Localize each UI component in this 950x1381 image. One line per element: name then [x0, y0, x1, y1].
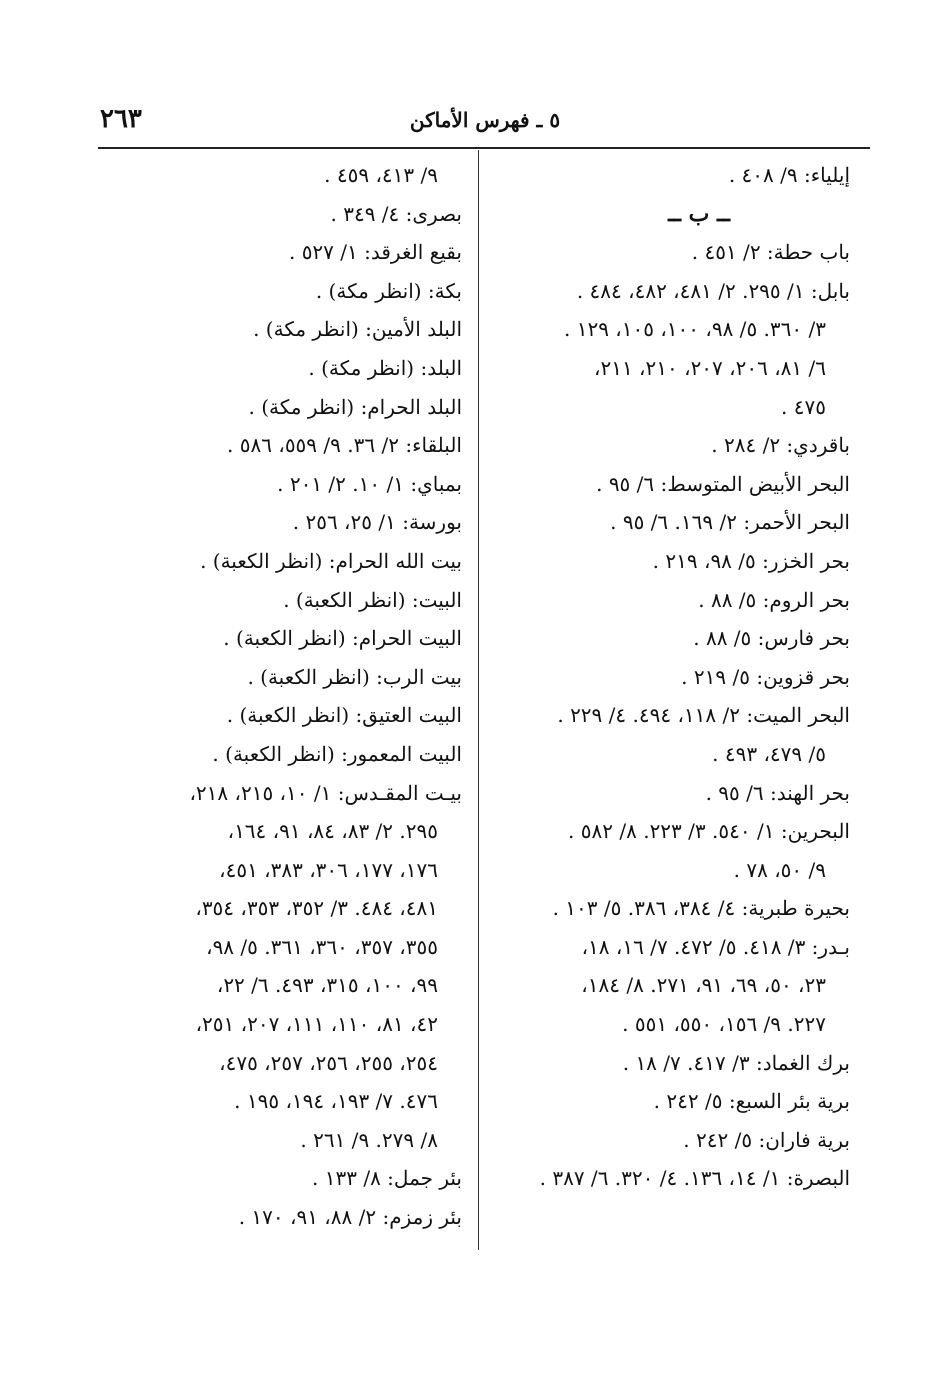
index-entry: بمباي: ١/ ١٠. ٢/ ٢٠١ . — [277, 471, 462, 496]
index-entry: البحر الأحمر: ٢/ ١٦٩. ٦/ ٩٥ . — [610, 510, 850, 535]
index-entry-continuation: ٢٩٥. ٢/ ٨٣، ٨٤، ٩١، ١٦٤، — [227, 819, 438, 844]
index-entry: بقيع الغرقد: ١/ ٥٢٧ . — [288, 240, 462, 265]
index-entry: البيت العتيق: (انظر الكعبة) . — [226, 703, 462, 728]
index-entry: بئر جمل: ٨/ ١٣٣ . — [312, 1166, 462, 1191]
left-column — [100, 156, 462, 1237]
index-entry: البيت المعمور: (انظر الكعبة) . — [212, 741, 462, 766]
index-entry: البصرة: ١/ ١٤، ١٣٦. ٤/ ٣٢٠. ٦/ ٣٨٧ . — [539, 1166, 850, 1191]
index-entry: بيـت المقـدس: ١/ ١٠، ٢١٥، ٢١٨، — [189, 780, 462, 805]
index-entry: برية فاران: ٥/ ٢٤٢ . — [683, 1127, 850, 1152]
index-entry-continuation: ٩/ ٤١٣، ٤٥٩ . — [324, 163, 438, 187]
index-entry: بئر زمزم: ٢/ ٨٨، ٩١، ١٧٠ . — [238, 1205, 462, 1230]
running-title: ٥ ـ فهرس الأماكن — [409, 108, 561, 132]
index-entry: برية بئر السبع: ٥/ ٢٤٢ . — [653, 1089, 850, 1114]
index-entry: البحر الميت: ٢/ ١١٨، ٤٩٤. ٤/ ٢٢٩ . — [557, 703, 850, 728]
right-column — [488, 156, 850, 1198]
section-heading: ــ ب ــ — [668, 200, 730, 227]
index-entry-continuation: ٤٢، ٨١، ١١٠، ١١١، ٢٠٧، ٢٥١، — [195, 1012, 438, 1037]
index-entry: بيت الله الحرام: (انظر الكعبة) . — [200, 548, 462, 573]
page-header — [100, 104, 870, 144]
index-entry: بصرى: ٤/ ٣٤٩ . — [330, 201, 462, 226]
index-entry-continuation: ٤٧٥ . — [781, 394, 826, 419]
index-entry: البيت الحرام: (انظر الكعبة) . — [223, 626, 462, 651]
index-entry-continuation: ٩/ ٥٠، ٧٨ . — [733, 857, 826, 882]
page-number: ٢٦٣ — [100, 104, 142, 134]
index-entry: بكة: (انظر مكة) . — [315, 278, 462, 303]
index-entry-continuation: ١٧٦، ١٧٧، ٣٠٦، ٣٨٣، ٤٥١، — [219, 857, 438, 882]
index-entry: البلد الحرام: (انظر مكة) . — [248, 394, 462, 419]
index-entry: البلد: (انظر مكة) . — [308, 355, 462, 380]
column-divider — [478, 150, 479, 1250]
index-entry-continuation: ٤٨١، ٤٨٤. ٣/ ٣٥٢، ٣٥٣، ٣٥٤، — [195, 896, 438, 921]
index-entry: البحرين: ١/ ٥٤٠. ٣/ ٢٢٣. ٨/ ٥٨٢ . — [568, 819, 850, 844]
index-entry: باب حطة: ٢/ ٤٥١ . — [691, 240, 850, 265]
index-entry: بحر الهند: ٦/ ٩٥ . — [705, 780, 850, 805]
index-entry: البحر الأبيض المتوسط: ٦/ ٩٥ . — [596, 471, 850, 496]
index-entry-continuation: ٣/ ٣٦٠. ٥/ ٩٨، ١٠٠، ١٠٥، ١٢٩ . — [563, 317, 826, 342]
index-entry-continuation: ٦/ ٨١، ٢٠٦، ٢٠٧، ٢١٠، ٢١١، — [594, 355, 826, 380]
index-entry: بورسة: ١/ ٢٥، ٢٥٦ . — [292, 510, 462, 535]
header-rule — [98, 147, 870, 149]
index-entry: بابل: ١/ ٢٩٥. ٢/ ٤٨١، ٤٨٢، ٤٨٤ . — [576, 278, 850, 303]
index-entry: باقردي: ٢/ ٢٨٤ . — [711, 433, 850, 458]
index-entry-continuation: ٢٣، ٥٠، ٦٩، ٩١، ٢٧١. ٨/ ١٨٤، — [581, 973, 826, 998]
index-entry: البلد الأمين: (انظر مكة) . — [253, 317, 462, 342]
index-entry-continuation: ٢٢٧. ٩/ ١٥٦، ٥٥٠، ٥٥١ . — [622, 1012, 826, 1037]
index-entry: برك الغماد: ٣/ ٤١٧. ٧/ ١٨ . — [622, 1050, 850, 1075]
index-entry: بيت الرب: (انظر الكعبة) . — [247, 664, 462, 689]
index-entry-continuation: ٨/ ٢٧٩. ٩/ ٢٦١ . — [300, 1127, 438, 1152]
index-entry: بحر الروم: ٥/ ٨٨ . — [698, 587, 850, 612]
index-entry: بحر قزوين: ٥/ ٢١٩ . — [681, 664, 850, 689]
index-entry: البلقاء: ٢/ ٣٦. ٩/ ٥٥٩، ٥٨٦ . — [227, 433, 462, 458]
index-entry-continuation: ٣٥٥، ٣٥٧، ٣٦٠، ٣٦١. ٥/ ٩٨، — [206, 934, 438, 959]
index-entry: بحر فارس: ٥/ ٨٨ . — [693, 626, 850, 651]
index-entry-continuation: ٩٩، ١٠٠، ٣١٥، ٤٩٣. ٦/ ٢٢، — [216, 973, 438, 998]
index-entry: بحر الخزر: ٥/ ٩٨، ٢١٩ . — [652, 548, 850, 573]
index-entry-continuation: ٥/ ٤٧٩، ٤٩٣ . — [712, 741, 826, 766]
index-entry: البيت: (انظر الكعبة) . — [283, 587, 462, 612]
index-entry: بحيرة طبرية: ٤/ ٣٨٤، ٣٨٦. ٥/ ١٠٣ . — [552, 896, 850, 921]
index-entry-continuation: ٢٥٤، ٢٥٥، ٢٥٦، ٢٥٧، ٤٧٥، — [219, 1050, 438, 1075]
index-entry: بـدر: ٣/ ٤١٨. ٥/ ٤٧٢. ٧/ ١٦، ١٨، — [581, 934, 850, 959]
index-entry-continuation: ٤٧٦. ٧/ ١٩٣، ١٩٤، ١٩٥ . — [234, 1089, 438, 1114]
index-entry: إيلياء: ٩/ ٤٠٨ . — [728, 163, 850, 187]
